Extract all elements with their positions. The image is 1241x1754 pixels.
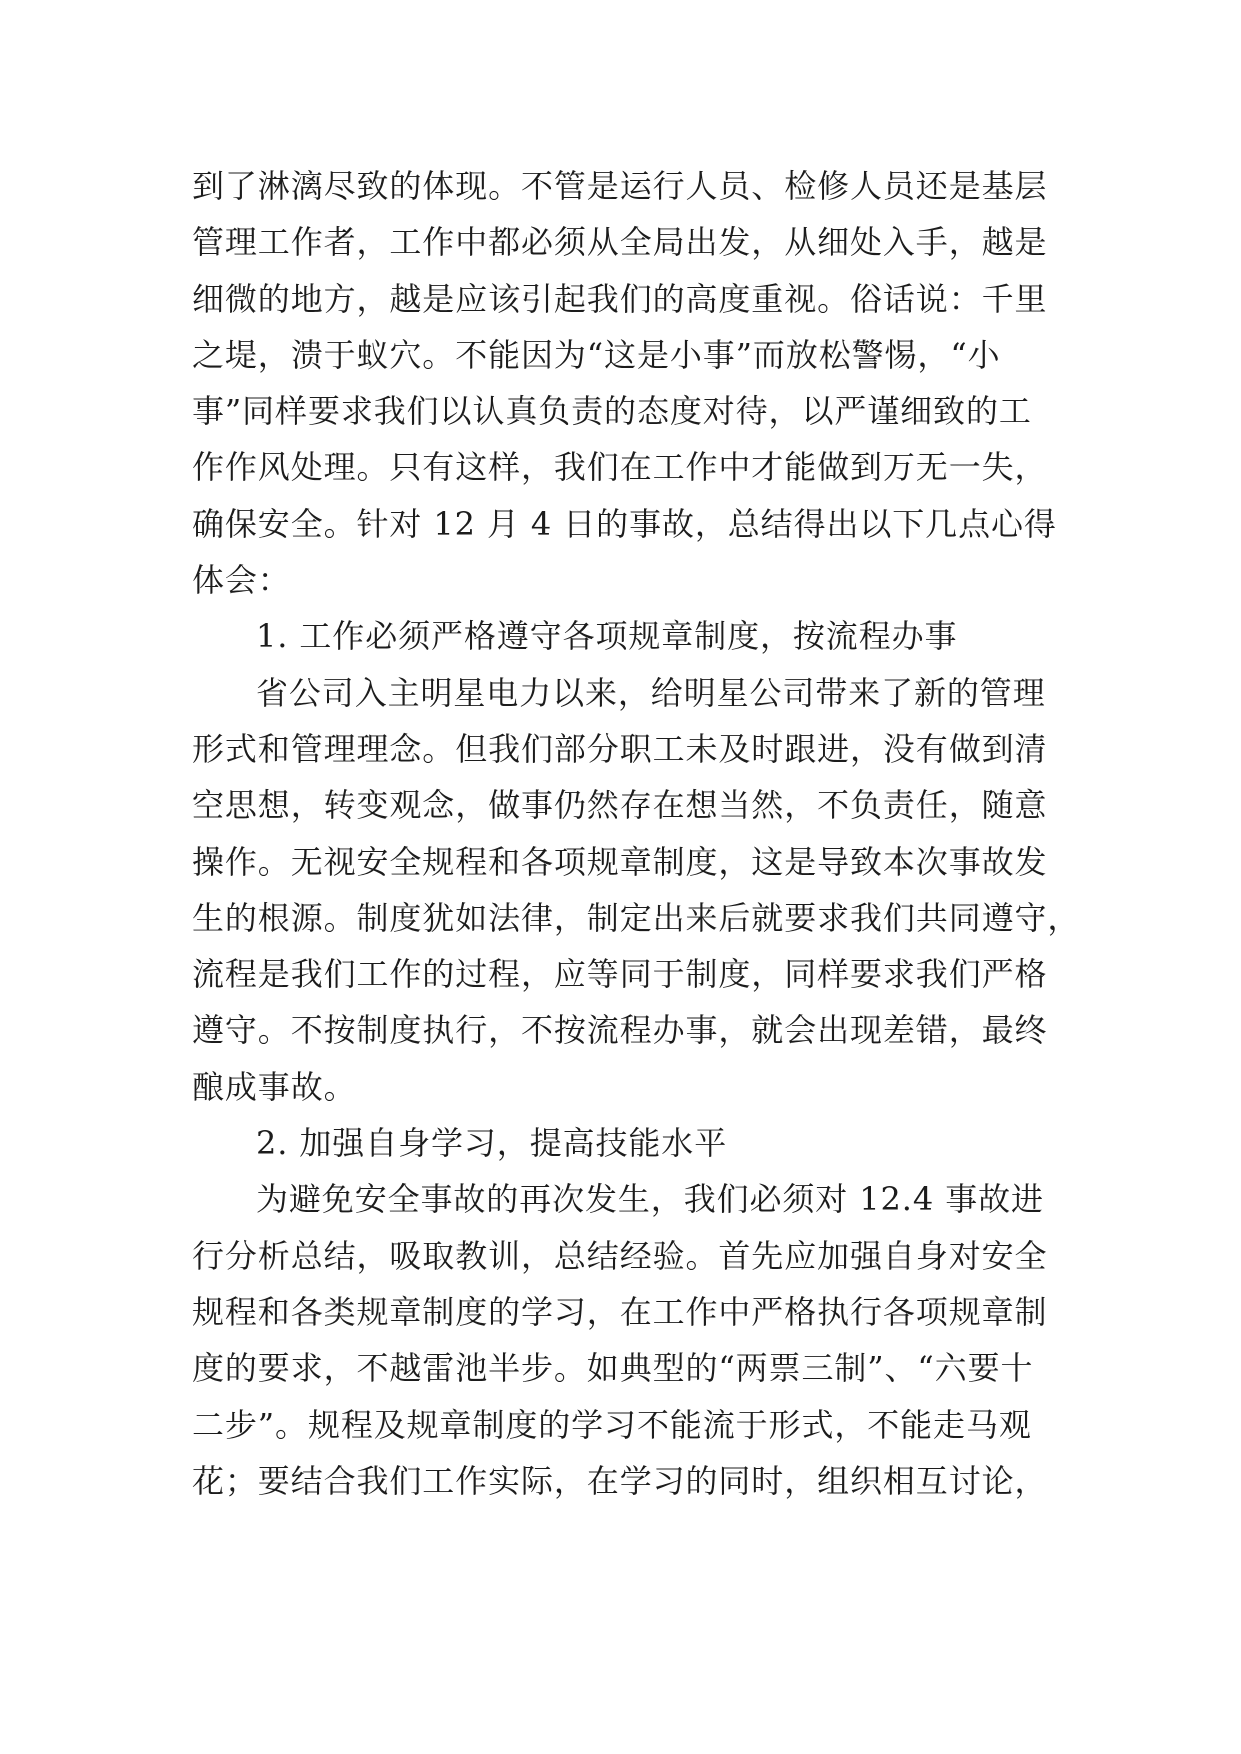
text-line: 生的根源。制度犹如法律，制定出来后就要求我们共同遵守， (192, 898, 1081, 937)
text-line: 规程和各类规章制度的学习，在工作中严格执行各项规章制 (192, 1292, 1048, 1331)
text-line: 细微的地方，越是应该引起我们的高度重视。俗话说：千里 (192, 279, 1048, 318)
text-line: 操作。无视安全规程和各项规章制度，这是导致本次事故发 (192, 842, 1048, 881)
text-line: 形式和管理理念。但我们部分职工未及时跟进，没有做到清 (192, 729, 1048, 768)
text-line: 体会： (192, 561, 291, 600)
section-heading-2: 2. 加强自身学习，提高技能水平 (256, 1124, 728, 1163)
text-line: 流程是我们工作的过程，应等同于制度，同样要求我们严格 (192, 955, 1048, 994)
text-line: 管理工作者，工作中都必须从全局出发，从细处入手，越是 (192, 223, 1048, 262)
section-heading-1: 1. 工作必须严格遵守各项规章制度，按流程办事 (256, 617, 958, 656)
text-line: 行分析总结，吸取教训，总结经验。首先应加强自身对安全 (192, 1236, 1048, 1275)
text-line: 度的要求，不越雷池半步。如典型的“两票三制”、“六要十 (192, 1349, 1034, 1388)
text-line: 二步”。规程及规章制度的学习不能流于形式，不能走马观 (192, 1405, 1032, 1444)
paragraph-start: 为避免安全事故的再次发生，我们必须对 12.4 事故进 (256, 1180, 1044, 1219)
text-line: 到了淋漓尽致的体现。不管是运行人员、检修人员还是基层 (192, 167, 1048, 205)
text-line: 酿成事故。 (192, 1067, 357, 1106)
text-line: 遵守。不按制度执行，不按流程办事，就会出现差错，最终 (192, 1011, 1048, 1050)
text-line: 之堤，溃于蚁穴。不能因为“这是小事”而放松警惕，“小 (192, 335, 1001, 374)
text-line: 作作风处理。只有这样，我们在工作中才能做到万无一失， (192, 448, 1048, 487)
text-line: 花；要结合我们工作实际，在学习的同时，组织相互讨论， (192, 1461, 1048, 1500)
text-line: 事”同样要求我们以认真负责的态度对待，以严谨细致的工 (192, 392, 1032, 431)
text-line: 确保安全。针对 12 月 4 日的事故，总结得出以下几点心得 (192, 504, 1057, 543)
body-text (192, 158, 1081, 1509)
paragraph-start: 省公司入主明星电力以来，给明星公司带来了新的管理 (256, 673, 1046, 712)
text-line: 空思想，转变观念，做事仍然存在想当然，不负责任，随意 (192, 786, 1048, 825)
